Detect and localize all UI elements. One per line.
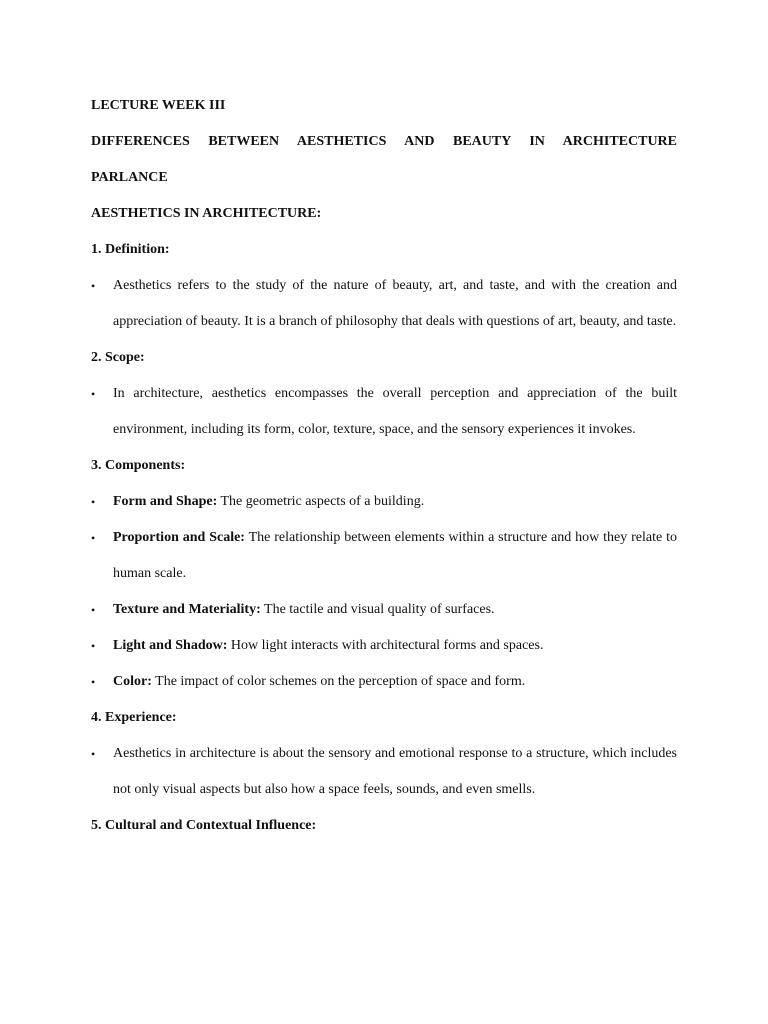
component-term: Light and Shadow: <box>113 638 228 653</box>
component-text: The relationship between elements within a structure and how they relate to human scale. <box>113 530 677 581</box>
component-item <box>91 520 677 592</box>
component-term: Proportion and Scale: <box>113 530 245 545</box>
components-heading: 3. Components: <box>91 458 186 473</box>
section-heading: AESTHETICS IN ARCHITECTURE: <box>91 206 322 221</box>
bullet-marker: • <box>91 279 96 293</box>
experience-bullet <box>91 736 677 808</box>
definition-text: Aesthetics refers to the study of the nature of beauty, art, and taste, and with the creation and appreciation of beauty. It is a branch of philosophy that deals with questions of art, beauty, and taste. <box>113 278 677 329</box>
component-item <box>91 484 677 520</box>
component-text: The tactile and visual quality of surfaces. <box>260 602 495 617</box>
definition-heading: 1. Definition: <box>91 242 170 257</box>
bullet-marker: • <box>91 495 96 509</box>
component-text: The impact of color schemes on the perception of space and form. <box>151 674 526 689</box>
lecture-title: LECTURE WEEK III <box>91 98 226 113</box>
component-text: The geometric aspects of a building. <box>217 494 425 509</box>
bullet-marker: • <box>91 639 96 653</box>
component-item <box>91 664 677 700</box>
component-term: Form and Shape: <box>113 494 218 509</box>
definition-bullet <box>91 268 677 340</box>
bullet-marker: • <box>91 603 96 617</box>
scope-heading: 2. Scope: <box>91 350 145 365</box>
component-term: Texture and Materiality: <box>113 602 261 617</box>
document-page <box>91 88 677 844</box>
subtitle-line-2: PARLANCE <box>91 170 168 185</box>
subtitle-line-1: DIFFERENCES BETWEEN AESTHETICS AND BEAUTY IN ARCHITECTURE <box>91 134 677 149</box>
scope-bullet <box>91 376 677 448</box>
cultural-heading: 5. Cultural and Contextual Influence: <box>91 818 317 833</box>
bullet-marker: • <box>91 747 96 761</box>
scope-text: In architecture, aesthetics encompasses the overall perception and appreciation of the built environment, including its form, color, texture, space, and the sensory experiences it invokes. <box>113 386 677 437</box>
experience-heading: 4. Experience: <box>91 710 177 725</box>
component-term: Color: <box>113 674 152 689</box>
bullet-marker: • <box>91 531 96 545</box>
experience-text: Aesthetics in architecture is about the sensory and emotional response to a structure, which includes not only visual aspects but also how a space feels, sounds, and even smells. <box>113 746 677 797</box>
component-item <box>91 628 677 664</box>
bullet-marker: • <box>91 675 96 689</box>
component-text: How light interacts with architectural forms and spaces. <box>227 638 544 653</box>
component-item <box>91 592 677 628</box>
bullet-marker: • <box>91 387 96 401</box>
